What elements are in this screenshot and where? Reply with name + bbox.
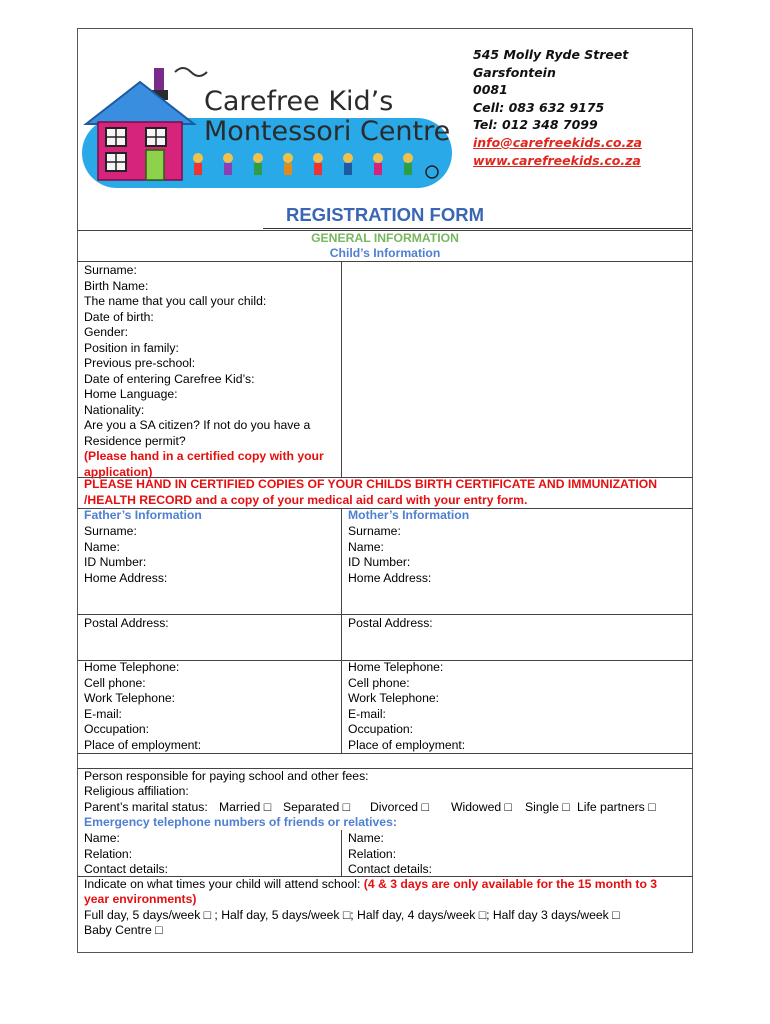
marital-option-married[interactable]: Married □	[219, 800, 272, 814]
child-position-label: Position in family:	[84, 340, 179, 355]
email-link[interactable]: info@carefreekids.co.za	[473, 134, 642, 150]
father-surname-label: Surname:	[84, 524, 137, 538]
address-street: 545 Molly Ryde Street	[473, 47, 629, 62]
mother-postal-label: Postal Address:	[348, 616, 433, 630]
address-postcode: 0081	[473, 82, 508, 98]
grid-divider	[341, 830, 342, 876]
child-dob-label: Date of birth:	[84, 309, 154, 324]
child-nationality-label: Nationality:	[84, 402, 145, 417]
father-home-address-label: Home Address:	[84, 570, 168, 585]
attendance-label: Indicate on what times your child will attend school:	[84, 877, 361, 891]
father-employer-label: Place of employment:	[84, 737, 202, 752]
address-suburb: Garsfontein	[473, 64, 556, 80]
emergency-heading: Emergency telephone numbers of friends or relatives:	[84, 815, 397, 829]
emergency1-contact-label: Contact details:	[84, 862, 169, 876]
marital-status-label: Parent’s marital status:	[84, 800, 208, 814]
child-language-label: Home Language:	[84, 387, 178, 401]
title-rule	[263, 228, 691, 229]
certified-copies-notice	[84, 477, 657, 508]
emergency1-name-label: Name:	[84, 831, 120, 845]
emergency2-contact-label: Contact details:	[348, 862, 433, 876]
attendance-options[interactable]: Full day, 5 days/week □ ; Half day, 5 days/week □; Half day, 4 days/week □; Half day 3 days/week □	[84, 908, 620, 922]
child-surname-label: Surname:	[84, 263, 137, 277]
father-postal-label: Postal Address:	[84, 616, 169, 630]
citizen-question-line2: Residence permit?	[84, 433, 186, 448]
attendance-note-b: year environments)	[84, 892, 197, 906]
general-info-heading: GENERAL INFORMATION	[311, 231, 459, 245]
father-occupation-label: Occupation:	[84, 722, 150, 736]
child-called-name-label: The name that you call your child:	[84, 294, 267, 308]
child-gender-label: Gender:	[84, 325, 129, 339]
address-tel: Tel: 012 348 7099	[473, 117, 598, 133]
marital-option-widowed[interactable]: Widowed □	[451, 800, 512, 814]
mother-info-heading: Mother’s Information	[348, 508, 470, 522]
emergency2-relation-label: Relation:	[348, 846, 397, 861]
religion-label: Religious affiliation:	[84, 784, 189, 798]
citizen-note-line1: (Please hand in a certified copy with your	[84, 449, 324, 463]
logo-line1: Carefree Kid’s	[204, 86, 394, 117]
grid-divider	[341, 508, 342, 753]
grid-divider	[341, 261, 342, 477]
father-cell-label: Cell phone:	[84, 675, 146, 690]
mother-contact-fields	[348, 660, 465, 753]
emergency-fields-left	[84, 831, 168, 878]
mother-home-tel-label: Home Telephone:	[348, 660, 444, 674]
child-birth-name-label: Birth Name:	[84, 278, 149, 293]
emergency1-relation-label: Relation:	[84, 846, 133, 861]
father-name-label: Name:	[84, 539, 120, 554]
notice-line2: /HEALTH RECORD and a copy of your medical aid card with your entry form.	[84, 492, 528, 507]
mother-email-label: E-mail:	[348, 706, 386, 721]
mother-work-tel-label: Work Telephone:	[348, 691, 440, 705]
form-title: REGISTRATION FORM	[285, 204, 484, 225]
mother-occupation-label: Occupation:	[348, 722, 414, 736]
address-cell: Cell: 083 632 9175	[473, 99, 605, 115]
attendance-question	[84, 877, 657, 893]
baby-centre-option[interactable]: Baby Centre □	[84, 923, 163, 937]
fees-responsible-label: Person responsible for paying school and other fees:	[84, 769, 369, 783]
citizen-question-line1: Are you a SA citizen? If not do you have a	[84, 418, 311, 432]
marital-option-divorced[interactable]: Divorced □	[370, 800, 429, 814]
attendance-note-a: (4 & 3 days are only available for the 15 month to 3	[363, 877, 658, 891]
father-email-label: E-mail:	[84, 706, 122, 721]
father-work-tel-label: Work Telephone:	[84, 691, 176, 705]
child-fields	[84, 263, 324, 480]
mother-cell-label: Cell phone:	[348, 675, 410, 690]
child-info-heading: Child’s Information	[329, 246, 441, 260]
notice-line1: PLEASE HAND IN CERTIFIED COPIES OF YOUR CHILDS BIRTH CERTIFICATE AND IMMUNIZATION	[84, 477, 658, 491]
website-link[interactable]: www.carefreekids.co.za	[473, 152, 641, 168]
mother-name-label: Name:	[348, 539, 384, 554]
grid-line	[77, 753, 693, 754]
mother-employer-label: Place of employment:	[348, 737, 466, 752]
school-contact-block	[473, 46, 642, 169]
mother-home-address-label: Home Address:	[348, 570, 432, 585]
child-preschool-label: Previous pre-school:	[84, 356, 196, 370]
father-contact-fields	[84, 660, 201, 753]
father-fields	[84, 524, 167, 586]
child-entry-date-label: Date of entering Carefree Kid’s:	[84, 371, 255, 386]
logo-line2: Montessori Centre	[204, 116, 451, 147]
emergency-fields-right	[348, 831, 432, 878]
school-logo	[80, 60, 455, 190]
marital-option-life-partners[interactable]: Life partners □	[577, 800, 656, 814]
marital-option-separated[interactable]: Separated □	[283, 800, 350, 814]
father-id-label: ID Number:	[84, 555, 147, 569]
mother-id-label: ID Number:	[348, 555, 411, 569]
citizen-note-line2: application)	[84, 464, 153, 479]
marital-option-single[interactable]: Single □	[525, 800, 570, 814]
mother-fields	[348, 524, 431, 586]
emergency2-name-label: Name:	[348, 831, 384, 845]
father-home-tel-label: Home Telephone:	[84, 660, 180, 674]
father-info-heading: Father’s Information	[84, 508, 202, 522]
mother-surname-label: Surname:	[348, 524, 401, 538]
grid-line	[77, 614, 693, 615]
